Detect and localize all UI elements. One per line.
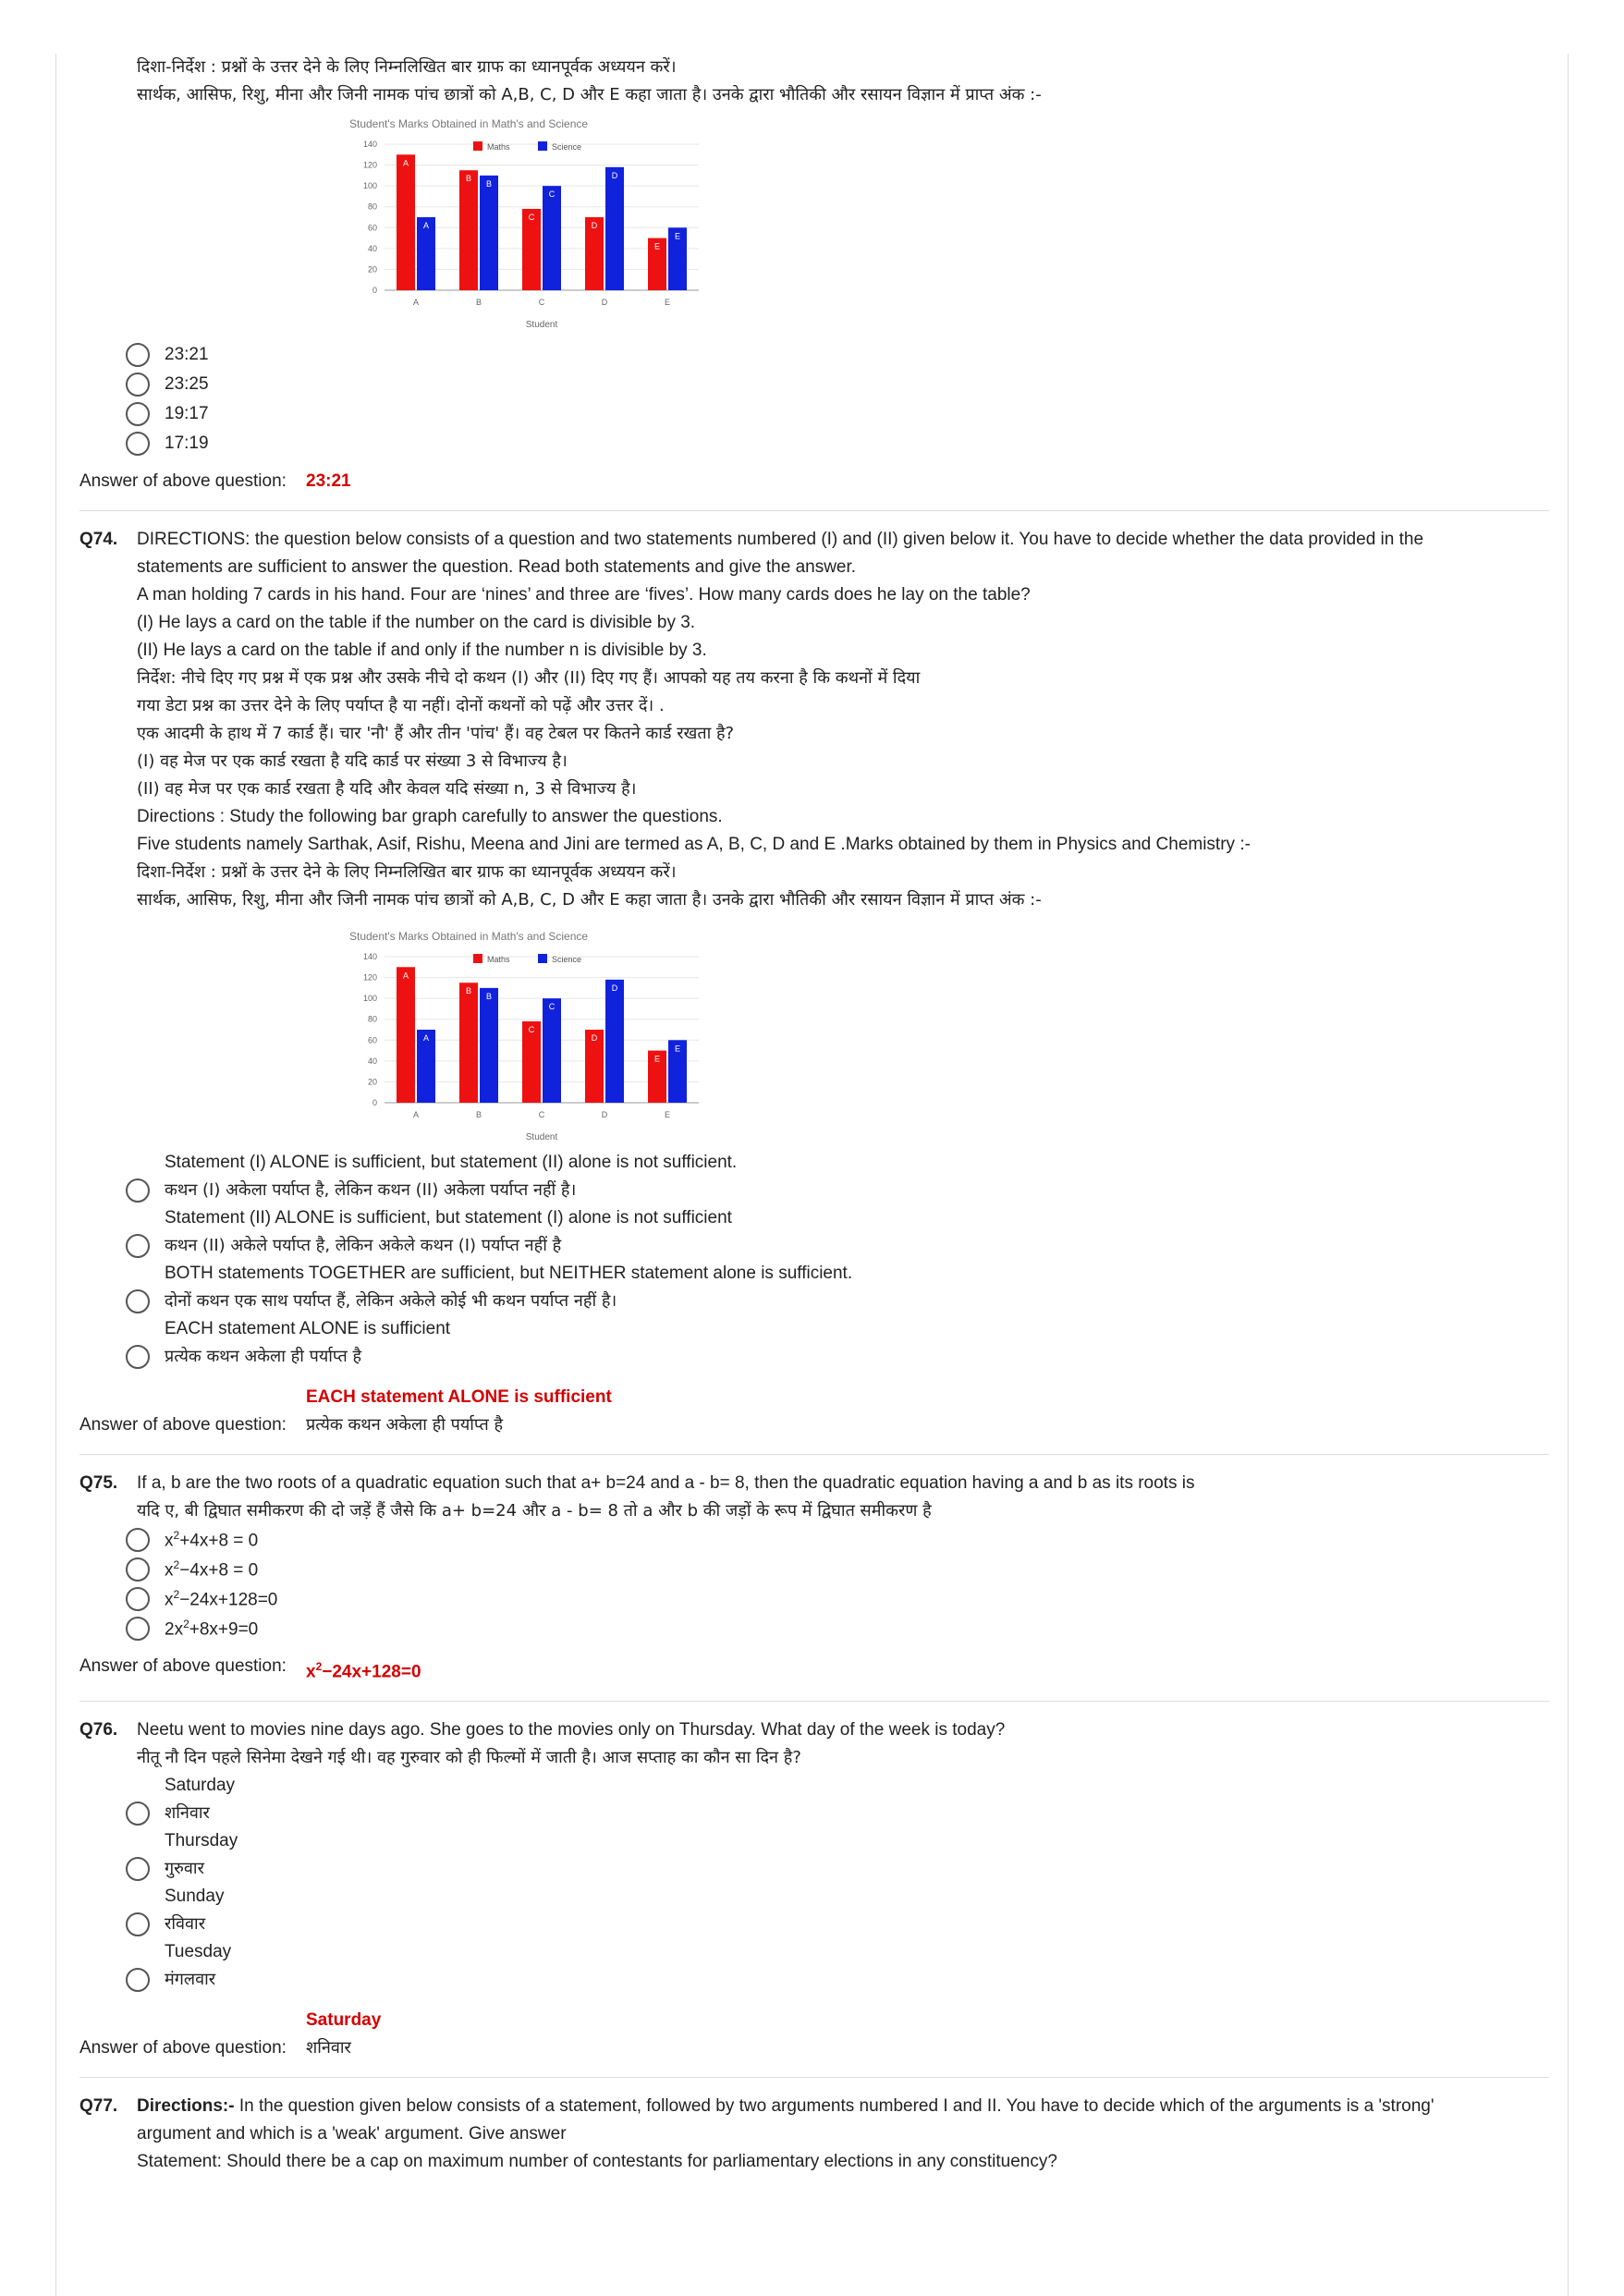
question-body [137, 2093, 1549, 2176]
bar-label: A [422, 221, 430, 230]
option-3[interactable] [126, 1584, 1549, 1614]
chart-svg [346, 115, 706, 336]
bar-label: B [465, 986, 472, 996]
option-text-hi: रविवार [165, 1914, 206, 1935]
option-1[interactable] [126, 340, 1549, 370]
bar-label: E [653, 241, 661, 251]
legend-swatch [538, 954, 547, 963]
x-axis-label: Student [525, 1132, 558, 1142]
question-number: Q75. [79, 1473, 118, 1493]
option-text: 23:21 [165, 345, 209, 364]
question-text: Directions:- In the question given below consists of a statement, followed by two arguments numbered I and II. You have to decide which of the arguments is a 'strong' [137, 2096, 1435, 2117]
bar-science [543, 998, 561, 1103]
hi-question-text: एक आदमी के हाथ में 7 कार्ड हैं। चार 'नौ' हैं और तीन 'पांच' हैं। वह टेबल पर कितने कार्ड रखता है? [137, 724, 735, 743]
legend-label: Science [552, 955, 582, 964]
radio-button[interactable] [126, 343, 150, 367]
option-3[interactable] [126, 1260, 1549, 1315]
option-4[interactable] [126, 1614, 1549, 1643]
option-1[interactable] [126, 1149, 1549, 1204]
students-text: Five students namely Sarthak, Asif, Rishu, Meena and Jini are termed as A, B, C, D and E .Marks obtained by them in Physics and Chemistry :- [137, 835, 1251, 854]
answer-label: Answer of above question: [79, 471, 287, 491]
divider [79, 510, 1549, 511]
y-tick-label: 40 [367, 243, 377, 253]
answer-label: Answer of above question: [79, 1415, 287, 1435]
y-tick-label: 60 [367, 1035, 377, 1045]
option-text: $2x^2+8x+9=0$ [165, 1617, 259, 1640]
bar-label: D [591, 221, 598, 230]
legend-swatch [473, 954, 482, 963]
radio-button[interactable] [126, 1557, 150, 1582]
answer-value: $x^2-24x+128=0$ [306, 1660, 421, 1682]
bar-label: B [485, 991, 493, 1001]
option-text: $x^2-4x+8 = 0$ [165, 1557, 259, 1581]
hi-statement-2: (II) वह मेज पर एक कार्ड रखता है यदि और केवल यदि संख्या n, 3 से विभाज्य है। [137, 779, 637, 799]
bar-label: A [402, 158, 409, 168]
question-75 [79, 1470, 1549, 1525]
answer-value: EACH statement ALONE is sufficient [306, 1387, 612, 1407]
question-text: Neetu went to movies nine days ago. She goes to the movies only on Thursday. What day of the week is today? [137, 1720, 1006, 1740]
answer-label: Answer of above question: [79, 2038, 287, 2058]
option-2[interactable] [126, 1555, 1549, 1584]
x-tick-label: C [538, 298, 545, 307]
bar-label: E [674, 231, 681, 241]
option-2[interactable] [126, 1827, 1549, 1883]
legend-label: Maths [487, 142, 510, 152]
option-2[interactable] [126, 370, 1549, 399]
y-tick-label: 140 [362, 140, 377, 149]
option-text: Thursday [165, 1831, 238, 1851]
option-text: Statement (II) ALONE is sufficient, but statement (I) alone is not sufficient [165, 1208, 732, 1227]
hi-students-line: सार्थक, आसिफ, रिशु, मीना और जिनी नामक पांच छात्रों को A,B, C, D और E कहा जाता है। उनके द्वारा भौतिकी और रसायन विज्ञान में प्राप्त अंक :- [137, 890, 1042, 910]
option-3[interactable] [126, 1883, 1549, 1938]
x-tick-label: D [601, 1110, 608, 1119]
hi-question-text: यदि ए, बी द्विघात समीकरण की दो जड़ें हैं जैसे कि a+ b=24 और a - b= 8 तो a और b की जड़ों के रूप में द्विघात समीकरण है [137, 1501, 932, 1520]
marks-bar-chart-2 [346, 927, 706, 1149]
marks-bar-chart-1 [346, 115, 706, 336]
question-text: A man holding 7 cards in his hand. Four are ‘nines’ and three are ‘fives’. How many cards does he lay on the table? [137, 585, 1031, 605]
bar-label: C [528, 212, 535, 222]
x-tick-label: C [538, 1110, 545, 1119]
bar-label: E [653, 1054, 661, 1064]
radio-button[interactable] [126, 1857, 150, 1881]
chart-title: Student's Marks Obtained in Math's and Science [349, 117, 589, 130]
q73-continuation [79, 54, 1549, 495]
bar-label: A [402, 971, 409, 981]
y-tick-label: 20 [367, 264, 377, 275]
question-text: statements are sufficient to answer the question. Read both statements and give the answer. [137, 557, 857, 577]
bar-maths [397, 967, 415, 1103]
right-page-border [1568, 54, 1569, 2296]
radio-button[interactable] [126, 372, 150, 397]
hi-direction-line: दिशा-निर्देश : प्रश्नों के उत्तर देने के लिए निम्नलिखित बार ग्राफ का ध्यानपूर्वक अध्ययन करें। [137, 862, 677, 882]
bar-label: D [611, 170, 618, 180]
radio-button[interactable] [126, 1617, 150, 1641]
divider [79, 1454, 1549, 1455]
option-text-hi: दोनों कथन एक साथ पर्याप्त हैं, लेकिन अकेले कोई भी कथन पर्याप्त नहीं है। [165, 1291, 617, 1311]
option-text-hi: कथन (II) अकेले पर्याप्त है, लेकिन अकेले कथन (I) पर्याप्त नहीं है [165, 1236, 562, 1255]
y-tick-label: 20 [367, 1077, 377, 1087]
question-body [137, 1716, 1549, 1772]
option-text: EACH statement ALONE is sufficient [165, 1319, 451, 1338]
y-tick-label: 100 [362, 994, 377, 1004]
bar-science [480, 176, 498, 290]
option-text: 19:17 [165, 404, 209, 423]
radio-button[interactable] [126, 1289, 150, 1313]
bar-label: C [548, 1002, 556, 1012]
directions-text: Directions : Study the following bar graph carefully to answer the questions. [137, 807, 723, 826]
radio-button[interactable] [126, 1345, 150, 1369]
answer-value: Saturday [306, 2010, 382, 2031]
question-77 [79, 2093, 1549, 2176]
y-tick-label: 40 [367, 1056, 377, 1066]
y-tick-label: 120 [362, 160, 377, 170]
option-1[interactable] [126, 1772, 1549, 1827]
y-tick-label: 0 [372, 286, 377, 295]
bar-label: D [591, 1033, 598, 1043]
y-tick-label: 120 [362, 972, 377, 983]
radio-button[interactable] [126, 1912, 150, 1936]
bar-label: E [674, 1044, 681, 1054]
bar-science [480, 988, 498, 1103]
answer-label: Answer of above question: [79, 1656, 287, 1676]
divider [79, 1701, 1549, 1702]
legend-swatch [538, 141, 547, 151]
option-4[interactable] [126, 1938, 1549, 1994]
chart-title: Student's Marks Obtained in Math's and Science [349, 930, 589, 943]
x-tick-label: B [475, 1110, 482, 1119]
hi-direction-line: दिशा-निर्देश : प्रश्नों के उत्तर देने के लिए निम्नलिखित बार ग्राफ का ध्यानपूर्वक अध्ययन करें। [137, 57, 677, 77]
bar-maths [397, 154, 415, 290]
x-tick-label: A [412, 1110, 420, 1119]
option-text: Saturday [165, 1776, 236, 1796]
x-tick-label: B [475, 298, 482, 307]
bar-label: A [422, 1033, 430, 1043]
hi-question-text: नीतू नौ दिन पहले सिनेमा देखने गई थी। वह गुरुवार को ही फिल्मों में जाती है। आज सप्ताह का कौन सा दिन है? [137, 1748, 801, 1768]
bar-maths [459, 170, 478, 290]
radio-button[interactable] [126, 1234, 150, 1258]
option-text: 17:19 [165, 434, 209, 453]
option-text-hi: गुरुवार [165, 1859, 204, 1879]
option-2[interactable] [126, 1204, 1549, 1260]
radio-button[interactable] [126, 1179, 150, 1203]
statement-2: (II) He lays a card on the table if and only if the number n is divisible by 3. [137, 641, 707, 660]
question-74 [79, 526, 1549, 914]
answer-row [79, 1384, 1549, 1439]
option-text: Statement (I) ALONE is sufficient, but statement (II) alone is not sufficient. [165, 1153, 738, 1172]
option-text-hi: कथन (I) अकेला पर्याप्त है, लेकिन कथन (II) अकेला पर्याप्त नहीं है। [165, 1180, 577, 1200]
question-text: argument and which is a 'weak' argument. Give answer [137, 2124, 567, 2144]
radio-button[interactable] [126, 1801, 150, 1826]
statement-text: Statement: Should there be a cap on maximum number of contestants for parliamentary elections in any constituency? [137, 2152, 1057, 2172]
bar-label: B [465, 174, 472, 184]
question-body [137, 526, 1549, 914]
answer-row [79, 468, 1549, 495]
question-body [137, 1470, 1549, 1525]
y-tick-label: 80 [367, 202, 377, 212]
radio-button[interactable] [126, 1587, 150, 1611]
statement-1: (I) He lays a card on the table if the number on the card is divisible by 3. [137, 613, 696, 632]
question-number: Q74. [79, 530, 118, 549]
answer-row [79, 1653, 1549, 1686]
question-text: If a, b are the two roots of a quadratic equation such that a+ b=24 and a - b= 8, then the quadratic equation having a and b as its roots is [137, 1473, 1195, 1493]
question-76 [79, 1716, 1549, 1772]
bar-science [605, 167, 624, 290]
bar-maths [459, 983, 478, 1103]
x-tick-label: E [664, 1110, 671, 1119]
option-text: Tuesday [165, 1942, 232, 1962]
x-tick-label: D [601, 298, 608, 307]
legend-label: Maths [487, 955, 510, 964]
y-tick-label: 80 [367, 1014, 377, 1024]
option-4[interactable] [126, 429, 1549, 458]
y-tick-label: 140 [362, 952, 377, 961]
option-text-hi: शनिवार [165, 1803, 210, 1824]
bar-label: C [528, 1024, 535, 1034]
radio-button[interactable] [126, 1528, 150, 1552]
option-3[interactable] [126, 399, 1549, 429]
question-page [79, 54, 1549, 2176]
answer-value: 23:21 [306, 471, 351, 491]
y-tick-label: 60 [367, 223, 377, 233]
left-page-border [55, 54, 56, 2296]
option-text: $x^2-24x+128=0$ [165, 1587, 278, 1610]
radio-button[interactable] [126, 432, 150, 456]
option-text: BOTH statements TOGETHER are sufficient, but NEITHER statement alone is sufficient. [165, 1264, 853, 1283]
hi-question-text: गया डेटा प्रश्न का उत्तर देने के लिए पर्याप्त है या नहीं। दोनों कथनों को पढ़ें और उत्तर दें। . [137, 696, 665, 715]
radio-button[interactable] [126, 1968, 150, 1992]
x-tick-label: E [664, 298, 671, 307]
answer-row [79, 2007, 1549, 2062]
bar-science [543, 186, 561, 290]
option-text-hi: प्रत्येक कथन अकेला ही पर्याप्त है [165, 1347, 361, 1366]
option-text: $x^2+4x+8 = 0$ [165, 1528, 259, 1551]
option-text-hi: मंगलवार [165, 1970, 216, 1990]
bar-label: D [611, 983, 618, 993]
legend-swatch [473, 141, 482, 151]
hi-students-line: सार्थक, आसिफ, रिशु, मीना और जिनी नामक पांच छात्रों को A,B, C, D और E कहा जाता है। उनके द्वारा भौतिकी और रसायन विज्ञान में प्राप्त अंक :- [137, 85, 1042, 104]
bar-label: C [548, 189, 556, 200]
hi-statement-1: (I) वह मेज पर एक कार्ड रखता है यदि कार्ड पर संख्या 3 से विभाज्य है। [137, 751, 568, 771]
y-tick-label: 100 [362, 181, 377, 191]
divider [79, 2077, 1549, 2078]
bar-label: B [485, 178, 493, 189]
option-text: Sunday [165, 1887, 225, 1907]
question-text: DIRECTIONS: the question below consists of a question and two statements numbered (I) and (II) given below it. You have to decide whether the data provided in the [137, 530, 1424, 549]
directions-label: Directions:- [137, 2096, 235, 2117]
answer-value-hi: प्रत्येक कथन अकेला ही पर्याप्त है [306, 1415, 503, 1435]
bar-science [605, 980, 624, 1103]
answer-value-hi: शनिवार [306, 2038, 351, 2058]
option-text: 23:25 [165, 374, 209, 394]
legend-label: Science [552, 142, 582, 152]
chart-svg [346, 927, 706, 1149]
hi-question-text: निर्देश: नीचे दिए गए प्रश्न में एक प्रश्न और उसके नीचे दो कथन (I) और (II) दिए गए हैं। आपको यह तय करना है कि कथनों में दिया [137, 668, 921, 688]
option-4[interactable] [126, 1315, 1549, 1371]
y-tick-label: 0 [372, 1098, 377, 1107]
option-1[interactable] [126, 1525, 1549, 1555]
radio-button[interactable] [126, 402, 150, 426]
x-tick-label: A [412, 298, 420, 307]
question-number: Q76. [79, 1720, 118, 1740]
x-axis-label: Student [525, 320, 558, 330]
question-number: Q77. [79, 2096, 118, 2117]
